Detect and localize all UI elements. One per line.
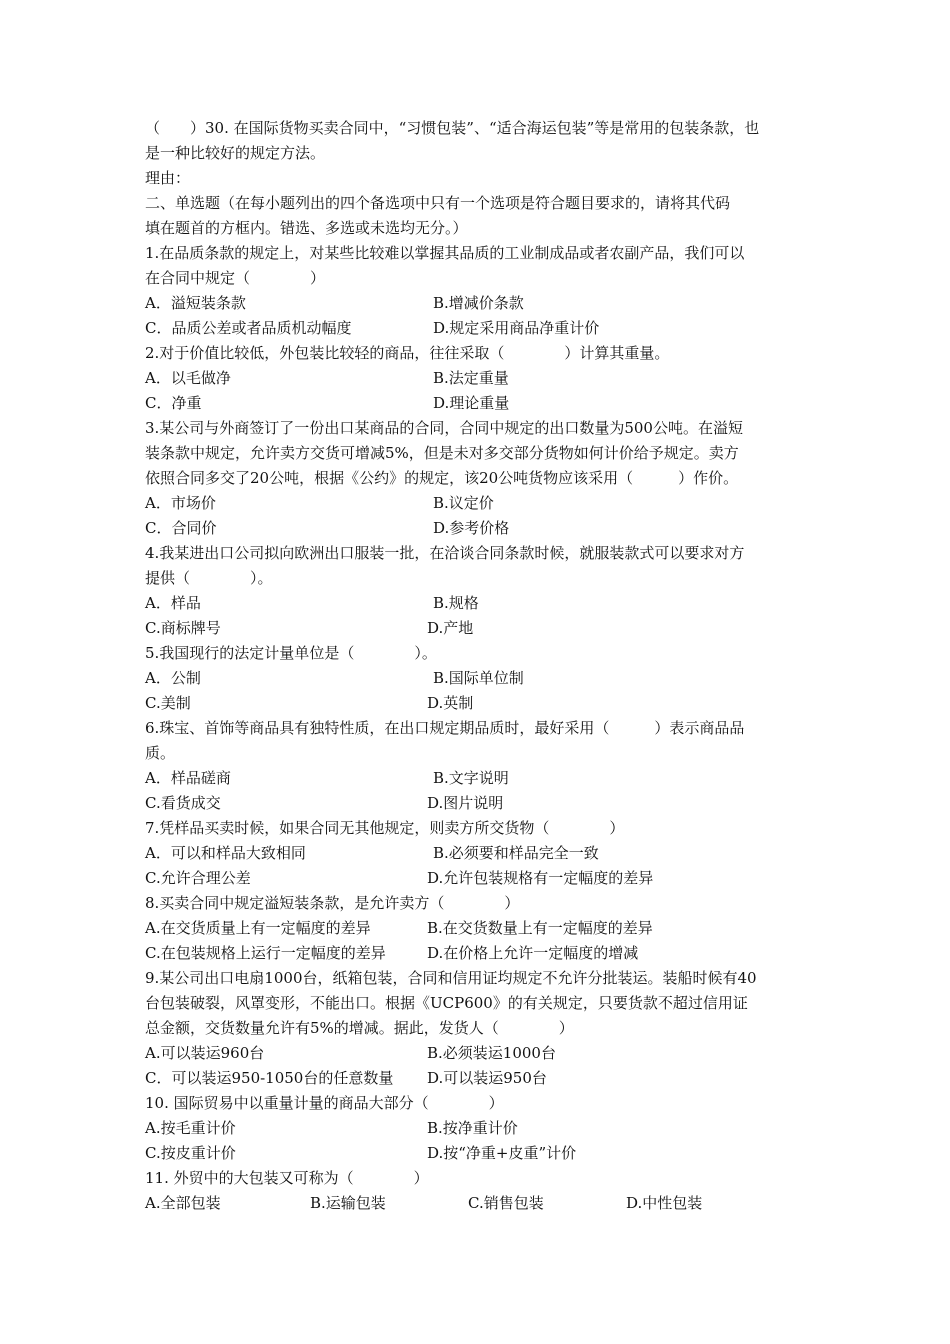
question-stem: 8.买卖合同中规定溢短装条款，是允许卖方（ ） bbox=[145, 894, 520, 912]
options-row bbox=[145, 366, 810, 391]
option-d: D.在价格上允许一定幅度的增减 bbox=[427, 944, 639, 962]
option-c: C．净重 bbox=[145, 394, 202, 412]
option-b: B.议定价 bbox=[433, 494, 494, 512]
option-a: A．可以和样品大致相同 bbox=[145, 844, 306, 862]
option-d: D.参考价格 bbox=[433, 519, 510, 537]
question-stem: 3.某公司与外商签订了一份出口某商品的合同，合同中规定的出口数量为500公吨。在溢短 bbox=[145, 419, 743, 437]
option-c: C．可以装运950-1050台的任意数量 bbox=[145, 1069, 394, 1087]
option-a: A．样品磋商 bbox=[145, 769, 231, 787]
true-false-item-line-2: 是一种比较好的规定方法。 bbox=[145, 144, 326, 162]
option-d: D.图片说明 bbox=[427, 794, 504, 812]
options-row bbox=[145, 791, 810, 816]
option-a: A.在交货质量上有一定幅度的差异 bbox=[145, 919, 371, 937]
true-false-item-line-1: （ ）30. 在国际货物买卖合同中，“习惯包装”、“适合海运包装”等是常用的包装条款，也 bbox=[145, 119, 760, 137]
question-2 bbox=[145, 341, 810, 416]
section-heading-line-2: 填在题首的方框内。错选、多选或未选均无分。） bbox=[145, 219, 468, 237]
option-d: D.可以装运950台 bbox=[427, 1069, 547, 1087]
option-c: C.按皮重计价 bbox=[145, 1144, 236, 1162]
options-row bbox=[145, 591, 810, 616]
option-c: C.美制 bbox=[145, 694, 191, 712]
option-b: B.规格 bbox=[433, 594, 479, 612]
options-row bbox=[145, 916, 810, 941]
option-d: D.中性包装 bbox=[626, 1194, 703, 1212]
option-a: A．公制 bbox=[145, 669, 201, 687]
option-c: C.在包装规格上运行一定幅度的差异 bbox=[145, 944, 386, 962]
question-stem: 台包装破裂，风罩变形，不能出口。根据《UCP600》的有关规定，只要货款不超过信用证 bbox=[145, 994, 748, 1012]
option-d: D.按“净重+皮重”计价 bbox=[427, 1144, 577, 1162]
option-b: B.运输包装 bbox=[310, 1194, 386, 1212]
question-1 bbox=[145, 241, 810, 341]
question-5 bbox=[145, 641, 810, 716]
options-row bbox=[145, 1066, 810, 1091]
option-b: B.必须要和样品完全一致 bbox=[433, 844, 599, 862]
option-a: A.可以装运960台 bbox=[145, 1044, 265, 1062]
options-row bbox=[145, 291, 810, 316]
options-row bbox=[145, 1191, 810, 1216]
option-b: B.法定重量 bbox=[433, 369, 509, 387]
question-stem: 在合同中规定（ ） bbox=[145, 269, 326, 287]
option-b: B.在交货数量上有一定幅度的差异 bbox=[427, 919, 653, 937]
options-row bbox=[145, 766, 810, 791]
option-b: B.文字说明 bbox=[433, 769, 509, 787]
question-stem: 提供（ ）。 bbox=[145, 569, 273, 587]
question-stem: 2.对于价值比较低，外包装比较轻的商品，往往采取（ ）计算其重量。 bbox=[145, 344, 670, 362]
option-d: D.英制 bbox=[427, 694, 474, 712]
reason-label: 理由： bbox=[145, 169, 191, 187]
options-row bbox=[145, 316, 810, 341]
options-row bbox=[145, 516, 810, 541]
options-row bbox=[145, 1041, 810, 1066]
option-a: A．样品 bbox=[145, 594, 201, 612]
options-row bbox=[145, 491, 810, 516]
option-b: B.必须装运1000台 bbox=[427, 1044, 556, 1062]
question-stem: 总金额，交货数量允许有5%的增减。据此，发货人（ ） bbox=[145, 1019, 574, 1037]
question-3 bbox=[145, 416, 810, 541]
question-9 bbox=[145, 966, 810, 1091]
question-stem: 质。 bbox=[145, 744, 176, 762]
option-c: C．品质公差或者品质机动幅度 bbox=[145, 319, 352, 337]
question-7 bbox=[145, 816, 810, 891]
options-row bbox=[145, 666, 810, 691]
section-heading-line-1: 二、单选题（在每小题列出的四个备选项中只有一个选项是符合题目要求的，请将其代码 bbox=[145, 194, 731, 212]
option-a: A．市场价 bbox=[145, 494, 216, 512]
options-row bbox=[145, 691, 810, 716]
options-row bbox=[145, 866, 810, 891]
option-c: C．合同价 bbox=[145, 519, 217, 537]
options-row bbox=[145, 616, 810, 641]
question-8 bbox=[145, 891, 810, 966]
option-a: A.按毛重计价 bbox=[145, 1119, 236, 1137]
question-stem: 4.我某进出口公司拟向欧洲出口服装一批，在洽谈合同条款时候，就服装款式可以要求对方 bbox=[145, 544, 745, 562]
option-c: C.商标牌号 bbox=[145, 619, 221, 637]
option-d: D.理论重量 bbox=[433, 394, 510, 412]
option-a: A．以毛做净 bbox=[145, 369, 231, 387]
option-c: C.销售包装 bbox=[468, 1194, 544, 1212]
question-stem: 依照合同多交了20公吨，根据《公约》的规定，该20公吨货物应该采用（ ）作价。 bbox=[145, 469, 739, 487]
question-stem: 9.某公司出口电扇1000台，纸箱包装，合同和信用证均规定不允许分批装运。装船时候有40 bbox=[145, 969, 757, 987]
options-row bbox=[145, 1141, 810, 1166]
question-stem: 11. 外贸中的大包装又可称为（ ） bbox=[145, 1169, 429, 1187]
question-10 bbox=[145, 1091, 810, 1166]
option-b: B.按净重计价 bbox=[427, 1119, 518, 1137]
option-c: C.允许合理公差 bbox=[145, 869, 251, 887]
option-d: D.规定采用商品净重计价 bbox=[433, 319, 600, 337]
option-c: C.看货成交 bbox=[145, 794, 221, 812]
question-6 bbox=[145, 716, 810, 816]
option-a: A．溢短装条款 bbox=[145, 294, 246, 312]
options-row bbox=[145, 841, 810, 866]
question-stem: 6.珠宝、首饰等商品具有独特性质，在出口规定期品质时，最好采用（ ）表示商品品 bbox=[145, 719, 745, 737]
question-stem: 10. 国际贸易中以重量计量的商品大部分（ ） bbox=[145, 1094, 504, 1112]
question-stem: 5.我国现行的法定计量单位是（ ）。 bbox=[145, 644, 437, 662]
page-content bbox=[145, 116, 810, 1216]
option-d: D.产地 bbox=[427, 619, 474, 637]
options-row bbox=[145, 941, 810, 966]
option-a: A.全部包装 bbox=[145, 1194, 221, 1212]
option-b: B.国际单位制 bbox=[433, 669, 524, 687]
options-row bbox=[145, 1116, 810, 1141]
option-b: B.增减价条款 bbox=[433, 294, 524, 312]
options-row bbox=[145, 391, 810, 416]
question-stem: 1.在品质条款的规定上，对某些比较难以掌握其品质的工业制成品或者农副产品，我们可以 bbox=[145, 244, 745, 262]
question-11 bbox=[145, 1166, 810, 1216]
question-stem: 装条款中规定，允许卖方交货可增减5%，但是未对多交部分货物如何计价给予规定。卖方 bbox=[145, 444, 739, 462]
question-4 bbox=[145, 541, 810, 641]
option-d: D.允许包装规格有一定幅度的差异 bbox=[427, 869, 654, 887]
question-stem: 7.凭样品买卖时候，如果合同无其他规定，则卖方所交货物（ ） bbox=[145, 819, 625, 837]
